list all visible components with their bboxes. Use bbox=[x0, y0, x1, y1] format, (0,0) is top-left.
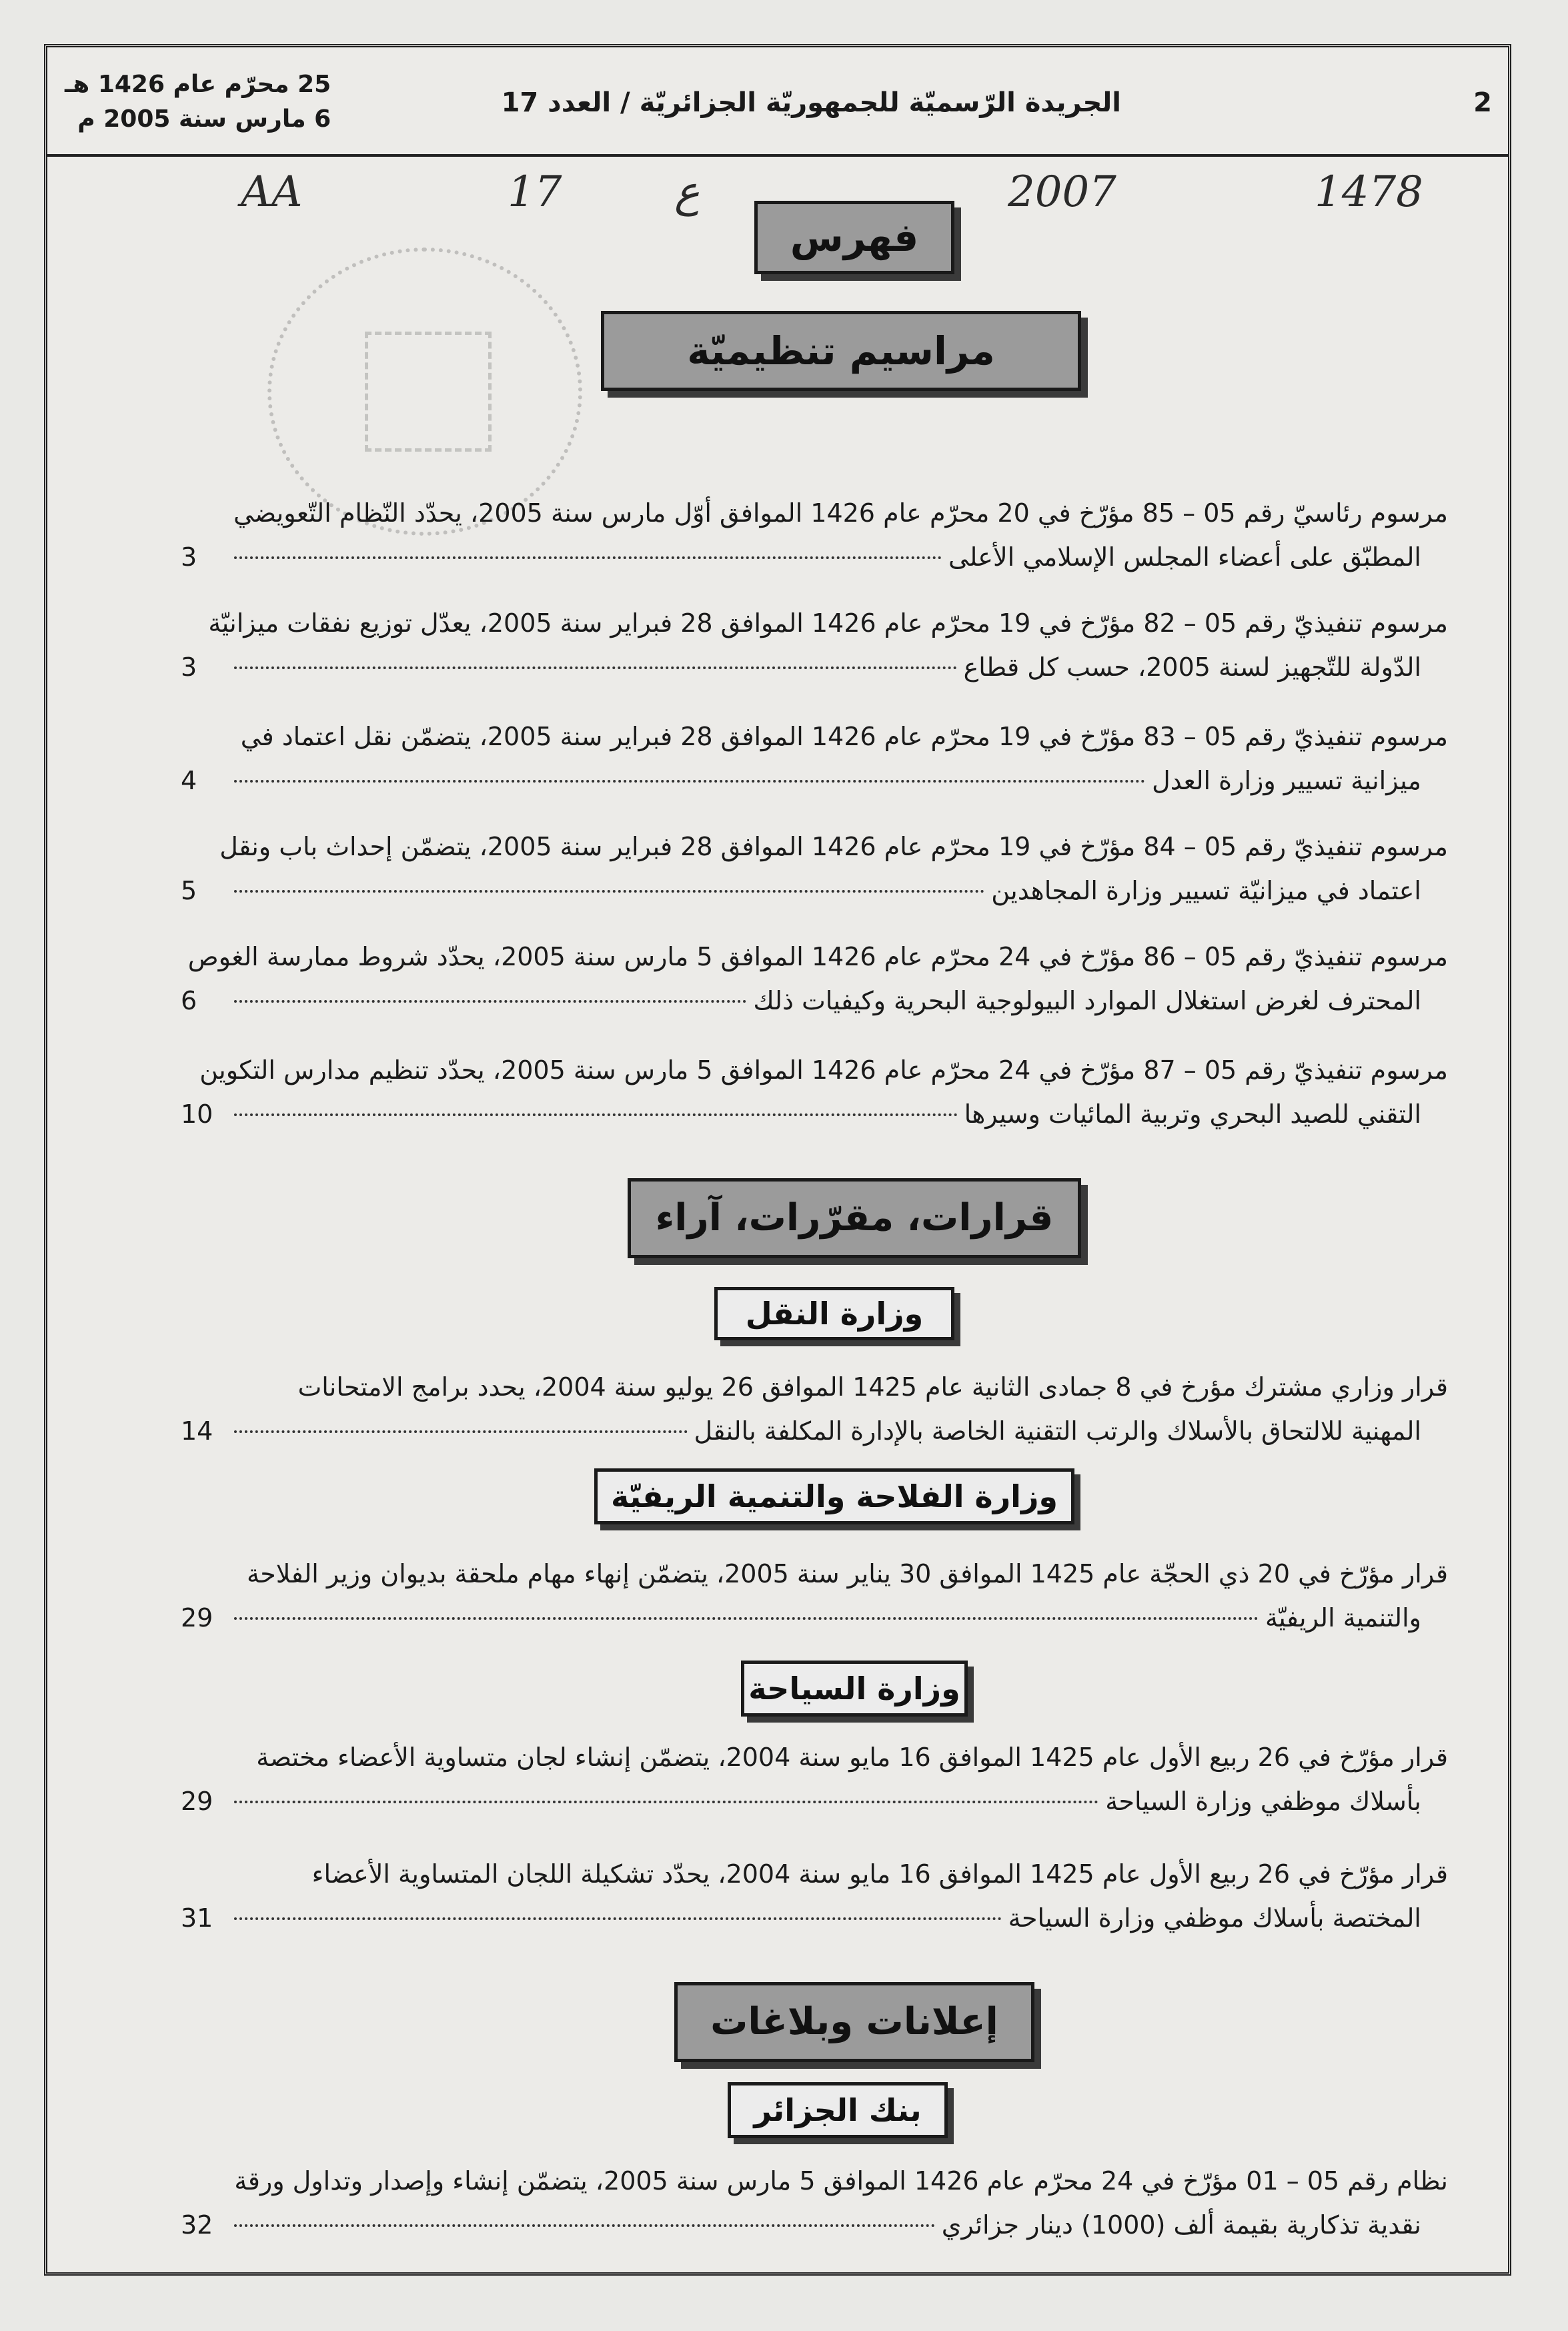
entry-text: مرسوم تنفيذيّ رقم 05 – 84 مؤرّخ في 19 محرّم عام 1426 الموافق 28 فبراير سنة 2005، يتضمّن إحداث باب ونقل bbox=[219, 832, 1448, 861]
entry-text: المحترف لغرض استغلال الموارد البيولوجية البحرية وكيفيات ذلك bbox=[753, 986, 1421, 1015]
toc-entry[interactable] bbox=[181, 715, 1448, 803]
toc-entry[interactable] bbox=[181, 601, 1448, 689]
entry-text: نقدية تذكارية بقيمة ألف (1000) دينار جزائري bbox=[941, 2210, 1421, 2240]
leader-dots bbox=[234, 666, 957, 669]
entry-text: المطبّق على أعضاء المجلس الإسلامي الأعلى bbox=[948, 542, 1421, 572]
entry-text: اعتماد في ميزانيّة تسيير وزارة المجاهدين bbox=[991, 876, 1421, 905]
leader-dots bbox=[234, 1430, 688, 1433]
entry-text: مرسوم تنفيذيّ رقم 05 – 82 مؤرّخ في 19 محرّم عام 1426 الموافق 28 فبراير سنة 2005، يعدّل توزيع نفقات ميزانيّة bbox=[208, 608, 1448, 638]
leader-dots bbox=[234, 780, 1145, 783]
entry-text: المختصة بأسلاك موظفي وزارة السياحة bbox=[1008, 1903, 1421, 1933]
entry-text: مرسوم تنفيذيّ رقم 05 – 86 مؤرّخ في 24 محرّم عام 1426 الموافق 5 مارس سنة 2005، يحدّد شروط ممارسة الغوص bbox=[187, 942, 1448, 971]
entry-text: الدّولة للتّجهيز لسنة 2005، حسب كل قطاع bbox=[963, 652, 1421, 682]
handwritten-note: ع bbox=[674, 167, 700, 217]
header-dates bbox=[65, 67, 331, 137]
leader-dots bbox=[234, 1113, 958, 1116]
entry-text: قرار مؤرّخ في 26 ربيع الأول عام 1425 الموافق 16 مايو سنة 2004، يحدّد تشكيلة اللجان المتساوية الأعضاء bbox=[311, 1859, 1448, 1889]
leader-dots bbox=[234, 556, 942, 559]
entry-page-number: 14 bbox=[181, 1416, 213, 1446]
entry-page-number: 5 bbox=[181, 876, 197, 905]
leader-dots bbox=[234, 2224, 935, 2227]
entry-page-number: 6 bbox=[181, 986, 197, 1015]
toc-entry[interactable] bbox=[181, 491, 1448, 579]
entry-page-number: 10 bbox=[181, 1099, 213, 1129]
handwritten-note: AA bbox=[241, 167, 303, 217]
toc-entry[interactable] bbox=[181, 1852, 1448, 1940]
entry-text: قرار وزاري مشترك مؤرخ في 8 جمادى الثانية عام 1425 الموافق 26 يوليو سنة 2004، يحدد برامج الامتحانات bbox=[297, 1372, 1448, 1402]
toc-entry[interactable] bbox=[181, 935, 1448, 1023]
entry-page-number: 32 bbox=[181, 2210, 213, 2240]
subsection-title-agriculture: وزارة الفلاحة والتنمية الريفيّة bbox=[594, 1468, 1074, 1524]
entry-text: ميزانية تسيير وزارة العدل bbox=[1152, 766, 1421, 795]
hijri-date: 25 محرّم عام 1426 هـ bbox=[65, 71, 331, 98]
entry-page-number: 3 bbox=[181, 542, 197, 572]
page-header bbox=[47, 47, 1508, 157]
toc-entry[interactable] bbox=[181, 1552, 1448, 1640]
entry-text: قرار مؤرّخ في 26 ربيع الأول عام 1425 الموافق 16 مايو سنة 2004، يتضمّن إنشاء لجان متساوية الأعضاء مختصة bbox=[256, 1743, 1448, 1772]
entry-text: مرسوم رئاسيّ رقم 05 – 85 مؤرّخ في 20 محرّم عام 1426 الموافق أوّل مارس سنة 2005، يحدّد النّظام التّعويضي bbox=[233, 498, 1448, 528]
section-title-decisions: قرارات، مقرّرات، آراء bbox=[628, 1178, 1081, 1258]
entry-text: بأسلاك موظفي وزارة السياحة bbox=[1105, 1787, 1421, 1816]
entry-text: مرسوم تنفيذيّ رقم 05 – 87 مؤرّخ في 24 محرّم عام 1426 الموافق 5 مارس سنة 2005، يحدّد تنظيم مدارس التكوين bbox=[199, 1055, 1448, 1085]
toc-entry[interactable] bbox=[181, 1735, 1448, 1823]
toc-entry[interactable] bbox=[181, 1048, 1448, 1136]
handwritten-note: 2007 bbox=[1008, 167, 1116, 217]
leader-dots bbox=[234, 1000, 746, 1003]
page-frame bbox=[44, 44, 1511, 2276]
leader-dots bbox=[234, 1917, 1002, 1920]
journal-title: الجريدة الرّسميّة للجمهوريّة الجزائريّة / العدد 17 bbox=[501, 87, 1121, 118]
leader-dots bbox=[234, 1801, 1098, 1803]
entry-text: المهنية للالتحاق بالأسلاك والرتب التقنية الخاصة بالإدارة المكلفة بالنقل bbox=[694, 1416, 1421, 1446]
page-number: 2 bbox=[1473, 87, 1492, 118]
section-title-decrees: مراسيم تنظيميّة bbox=[601, 311, 1081, 391]
leader-dots bbox=[234, 890, 984, 893]
entry-page-number: 31 bbox=[181, 1903, 213, 1933]
toc-title: فهرس bbox=[754, 201, 954, 274]
gregorian-date: 6 مارس سنة 2005 م bbox=[77, 105, 331, 133]
entry-page-number: 29 bbox=[181, 1787, 213, 1816]
entry-page-number: 29 bbox=[181, 1603, 213, 1633]
entry-page-number: 4 bbox=[181, 766, 197, 795]
section-title-announcements: إعلانات وبلاغات bbox=[674, 1982, 1034, 2062]
toc-entry[interactable] bbox=[181, 825, 1448, 913]
subsection-title-tourism: وزارة السياحة bbox=[741, 1661, 968, 1717]
entry-text: مرسوم تنفيذيّ رقم 05 – 83 مؤرّخ في 19 محرّم عام 1426 الموافق 28 فبراير سنة 2005، يتضمّن نقل اعتماد في bbox=[240, 722, 1448, 751]
subsection-title-bank: بنك الجزائر bbox=[728, 2082, 948, 2138]
handwritten-note: 17 bbox=[508, 167, 562, 217]
handwritten-note: 1478 bbox=[1315, 167, 1423, 217]
toc-entry[interactable] bbox=[181, 1365, 1448, 1453]
entry-text: والتنمية الريفيّة bbox=[1265, 1603, 1421, 1633]
stamp-inner bbox=[365, 332, 492, 452]
entry-text: قرار مؤرّخ في 20 ذي الحجّة عام 1425 الموافق 30 يناير سنة 2005، يتضمّن إنهاء مهام ملحقة بديوان وزير الفلاحة bbox=[246, 1559, 1448, 1588]
entry-text: التقني للصيد البحري وتربية المائيات وسيرها bbox=[964, 1099, 1421, 1129]
leader-dots bbox=[234, 1617, 1259, 1620]
entry-text: نظام رقم 05 – 01 مؤرّخ في 24 محرّم عام 1426 الموافق 5 مارس سنة 2005، يتضمّن إنشاء وإصدار وتداول ورقة bbox=[234, 2166, 1448, 2196]
toc-entry[interactable] bbox=[181, 2159, 1448, 2247]
subsection-title-transport: وزارة النقل bbox=[714, 1287, 954, 1340]
entry-page-number: 3 bbox=[181, 652, 197, 682]
